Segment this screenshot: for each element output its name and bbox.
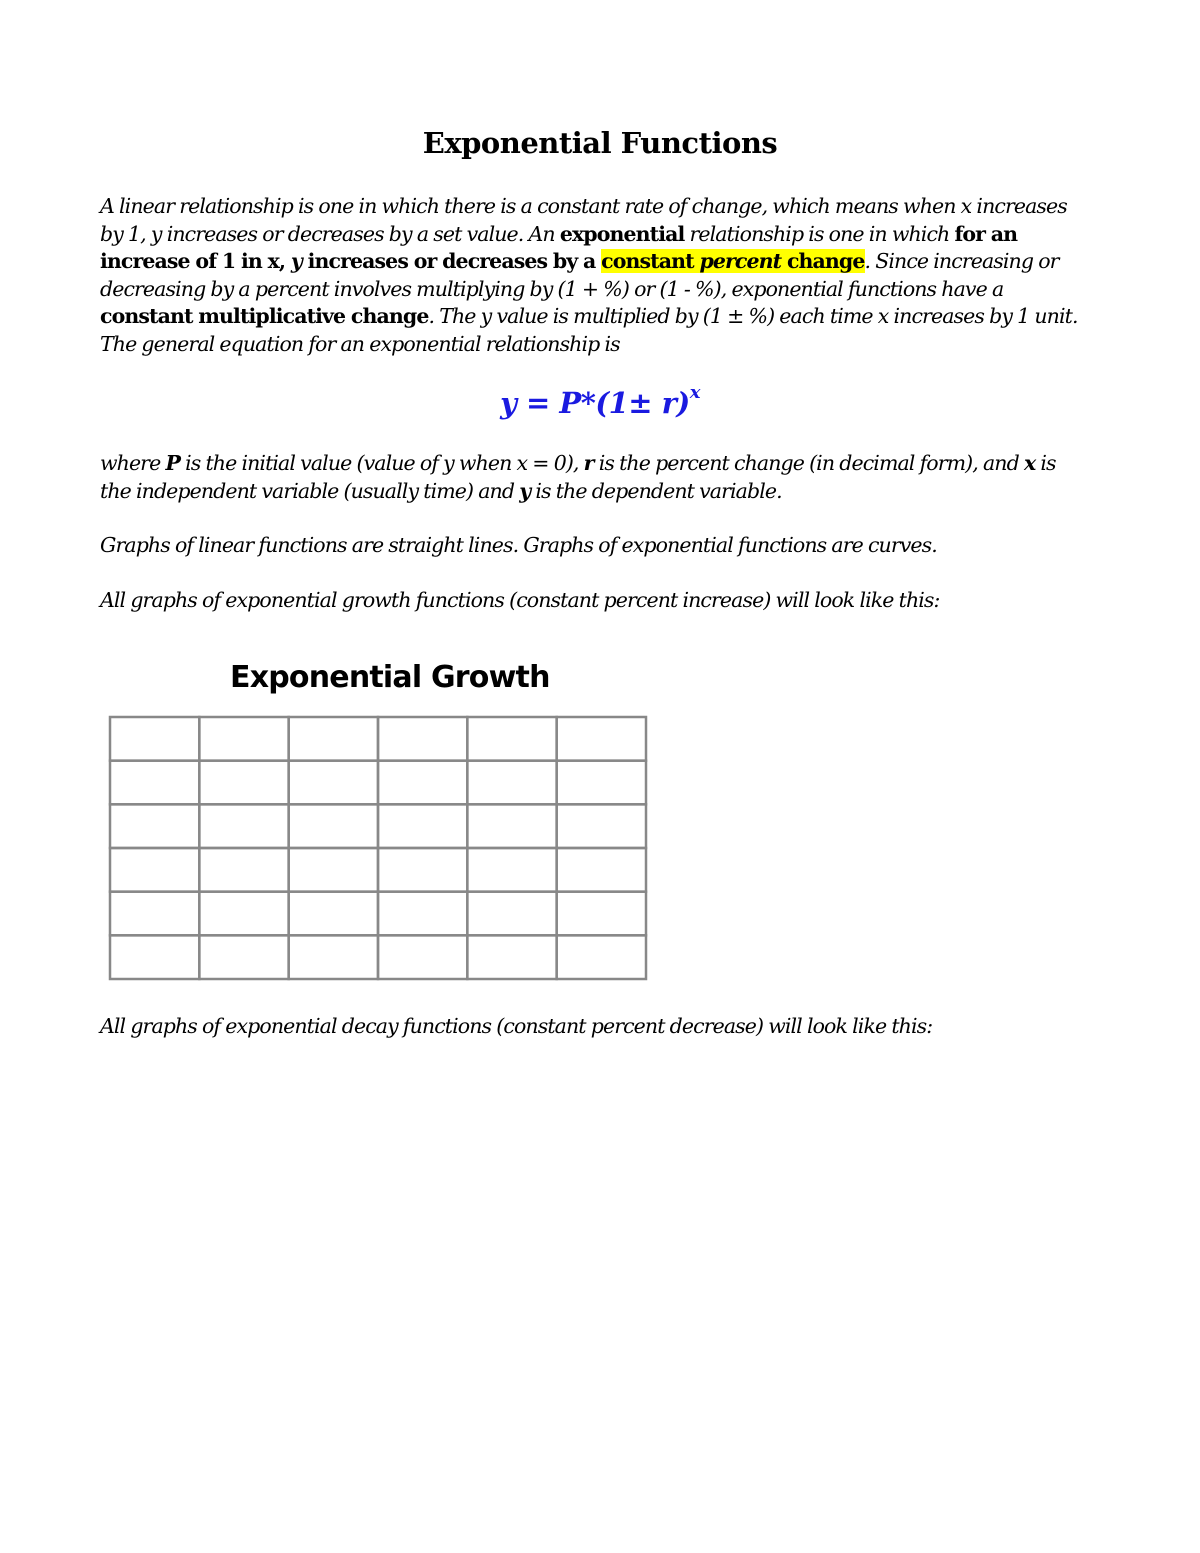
text-run: is — [1035, 451, 1056, 475]
grid-cell — [289, 804, 378, 848]
grid-cell — [110, 761, 199, 805]
general-equation — [0, 382, 1200, 420]
grid-cell — [110, 935, 199, 979]
grid-cell — [199, 717, 288, 761]
where-line-1 — [100, 450, 1110, 478]
grid-cell — [110, 892, 199, 936]
grid-cell — [289, 935, 378, 979]
grid-cell — [467, 761, 556, 805]
grid-cell — [199, 848, 288, 892]
text-run: relationship is one in which — [684, 221, 955, 246]
intro-line-3 — [100, 248, 1110, 276]
bold-text: for an — [954, 221, 1018, 246]
text-run: by 1, y increases or decreases by a set value. An — [100, 221, 560, 246]
bold-italic-y: y — [519, 478, 531, 503]
grid-cell — [467, 717, 556, 761]
grid-cell — [557, 848, 646, 892]
bold-exponential: exponential — [559, 221, 685, 246]
decay-paragraph: All graphs of exponential decay functions (constant percent decrease) will look like this: — [100, 1014, 933, 1038]
grid-cell — [378, 892, 467, 936]
grid-cell — [289, 717, 378, 761]
grid-cell — [378, 717, 467, 761]
grid-cell — [467, 935, 556, 979]
intro-line-1: A linear relationship is one in which there is a constant rate of change, which means when x increases — [100, 194, 1067, 218]
bold-italic-p: P — [165, 451, 180, 475]
text-run: . The y value is multiplied by (1 ± %) each time x increases by 1 unit. — [428, 304, 1078, 328]
page-title: Exponential Functions — [422, 126, 778, 160]
grid-cell — [557, 761, 646, 805]
text-run: change — [781, 249, 865, 273]
bold-italic-x: x — [1023, 451, 1036, 475]
intro-line-5 — [100, 303, 1110, 331]
intro-line-4: decreasing by a percent involves multiplying by (1 + %) or (1 - %), exponential functions have a — [100, 276, 1004, 301]
equation-text: y = P*(1± r) — [500, 386, 690, 420]
grid-cell — [199, 761, 288, 805]
text-run: where — [100, 451, 166, 475]
grid-cell — [467, 848, 556, 892]
grid-cell — [378, 804, 467, 848]
growth-grid — [108, 715, 648, 981]
grid-cell — [557, 804, 646, 848]
grid-cell — [199, 935, 288, 979]
grid-cell — [110, 717, 199, 761]
text-run: is the initial value (value of y when x = 0), — [179, 451, 584, 475]
bold-text: increases or decreases by a — [301, 249, 602, 273]
equation-exponent: x — [689, 382, 700, 404]
grid-cell — [289, 761, 378, 805]
text-run: is the dependent variable. — [530, 478, 782, 503]
text-run: . Since increasing or — [864, 249, 1059, 273]
growth-paragraph: All graphs of exponential growth functions (constant percent increase) will look like this: — [100, 588, 940, 612]
where-paragraph — [100, 450, 1110, 505]
text-run: the independent variable (usually time) and — [100, 478, 520, 503]
grid-cell — [467, 804, 556, 848]
grid-cell — [199, 892, 288, 936]
chart-title: Exponential Growth — [230, 660, 550, 695]
intro-paragraph — [100, 193, 1110, 358]
grid-cell — [378, 848, 467, 892]
grid-cell — [199, 804, 288, 848]
highlighted-phrase — [601, 249, 864, 273]
where-line-2 — [100, 478, 1110, 506]
grid-cell — [557, 935, 646, 979]
bold-text: increase of 1 in x, — [100, 249, 291, 273]
grid-cell — [467, 892, 556, 936]
bold-text: constant multiplicative change — [100, 304, 429, 328]
grid-cell — [289, 848, 378, 892]
grid-cell — [378, 935, 467, 979]
intro-line-6: The general equation for an exponential relationship is — [100, 331, 620, 356]
grid-cell — [557, 892, 646, 936]
grid-cell — [378, 761, 467, 805]
grid-cell — [110, 848, 199, 892]
grid-cell — [110, 804, 199, 848]
text-run: constant — [601, 249, 700, 273]
grid-cell — [289, 892, 378, 936]
intro-line-2 — [100, 221, 1110, 249]
bold-italic-r: r — [583, 451, 594, 475]
bold-italic-y: y — [290, 249, 302, 273]
graphs-paragraph: Graphs of linear functions are straight lines. Graphs of exponential functions are curves. — [100, 533, 937, 557]
text-run: is the percent change (in decimal form), and — [593, 451, 1024, 475]
grid-cell — [557, 717, 646, 761]
italic-percent: percent — [699, 249, 782, 273]
